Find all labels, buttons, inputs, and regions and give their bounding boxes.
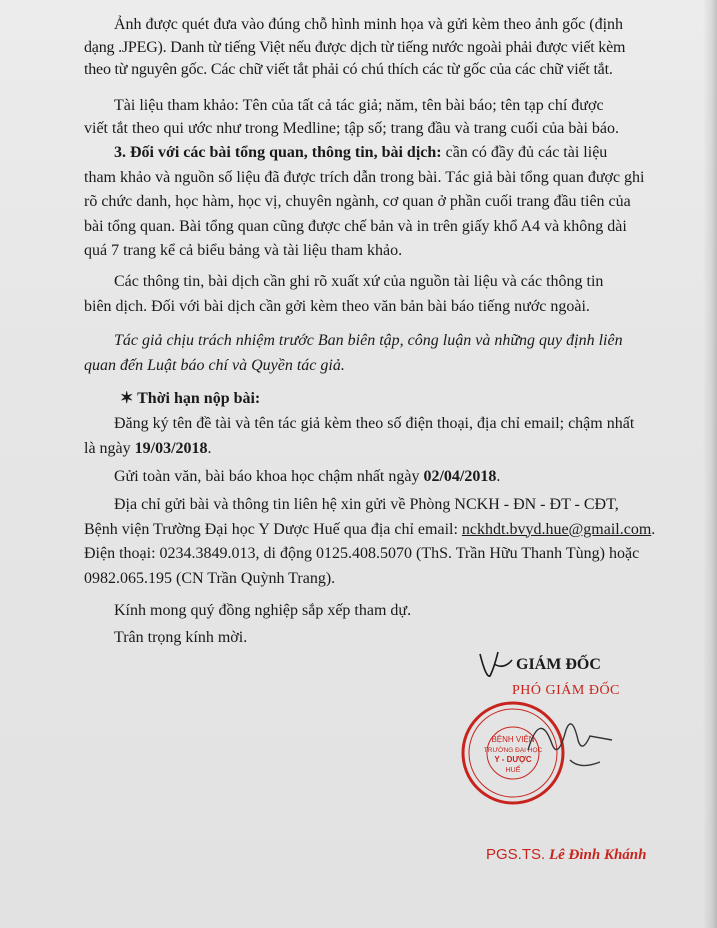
paragraph-images [84,14,684,82]
text-line [84,466,684,489]
stamp-top-text: BỆNH VIỆN [491,735,535,744]
text-span: . [651,520,656,538]
text-line: theo từ nguyên gốc. Các chữ viết tắt phải có chú thích các từ gốc của các chữ viết tắt. [84,61,613,79]
vice-director-title: PHÓ GIÁM ĐỐC [512,683,620,698]
text-span: là ngày [84,439,135,457]
initial-mark [476,648,516,682]
text-line: Tác giả chịu trách nhiệm trước Ban biên tập, công luận và những quy định liên [114,332,623,349]
paragraph-register [84,413,684,460]
signer-prefix: PGS.TS. [486,846,546,863]
text-span: . [496,468,501,485]
text-line: quan đến Luật báo chí và Quyền tác giả. [84,356,345,374]
stamp-center-text: Y - DƯỢC [494,755,532,764]
text-line: 0982.065.195 (CN Trần Quỳnh Trang). [84,569,336,587]
stamp-mid-text: TRƯỜNG ĐẠI HỌC [483,747,543,754]
section-3-heading: 3. Đối với các bài tổng quan, thông tin, bài dịch: [114,144,442,161]
text-line: bài tổng quan. Bài tổng quan cũng được chế bản và in trên giấy khổ A4 và không dài [84,217,627,235]
text-span: Gửi toàn văn, bài báo khoa học chậm nhất ngày [114,468,424,485]
signer-fullname: Lê Đình Khánh [548,847,647,863]
paragraph-submit [84,466,684,489]
text-line: Các thông tin, bài dịch cần ghi rõ xuất xứ của nguồn tài liệu và các thông tin [114,273,604,290]
register-deadline-date: 19/03/2018 [134,439,208,457]
paragraph-translation [84,271,684,318]
email-link[interactable]: nckhdt.bvyd.hue@gmail.com [461,520,652,538]
text-span: Bệnh viện Trường Đại học Y Dược Huế qua địa chỉ email: [84,520,462,538]
text-line: Kính mong quý đồng nghiệp sắp xếp tham dự. [114,602,412,619]
submit-deadline-date: 02/04/2018 [423,468,497,485]
text-span: . [207,439,212,457]
text-line: Tài liệu tham khảo: Tên của tất cả tác giả; năm, tên bài báo; tên tạp chí được [114,97,604,114]
section-3 [84,142,684,263]
paragraph-responsibility [84,330,684,377]
deadline-heading: ✶ Thời hạn nộp bài: [120,390,261,407]
text-line: quá 7 trang kể cả biểu bảng và tài liệu tham khảo. [84,242,403,260]
director-title: GIÁM ĐỐC [516,656,601,673]
paragraph-references [84,95,684,140]
text-line: dạng .JPEG). Danh từ tiếng Việt nếu được dịch từ tiếng nước ngoài phải được viết kèm [84,38,626,56]
page-shadow-edge [703,0,717,928]
text-line: viết tắt theo qui ước như trong Medline; tập số; trang đầu và trang cuối của bài báo. [84,119,619,137]
text-line: tham khảo và nguồn số liệu đã được trích dẫn trong bài. Tác giả bài tổng quan được ghi [84,168,645,186]
text-line: Địa chỉ gửi bài và thông tin liên hệ xin gửi về Phòng NCKH - ĐN - ĐT - CĐT, [114,496,619,513]
text-line: Điện thoại: 0234.3849.013, di động 0125.408.5070 (ThS. Trần Hữu Thanh Tùng) hoặc [84,545,640,563]
text-line [84,142,684,165]
text-line [84,519,684,542]
handwritten-signature [520,700,620,780]
text-line [84,438,684,461]
text-line: biên dịch. Đối với bài dịch cần gởi kèm theo văn bản bài báo tiếng nước ngoài. [84,297,590,315]
text-line: Ảnh được quét đưa vào đúng chỗ hình minh họa và gửi kèm theo ảnh gốc (định [114,16,624,33]
text-line: Trân trọng kính mời. [114,628,248,646]
stamp-bottom-text: HUẾ [505,767,521,774]
signer-name [486,846,646,864]
paragraph-contact [84,494,684,590]
text-line: Đăng ký tên đề tài và tên tác giả kèm theo số điện thoại, địa chỉ email; chậm nhất [114,415,635,432]
text-span: cần có đầy đủ các tài liệu [441,144,608,161]
paragraph-closing [84,600,684,649]
text-line: rõ chức danh, học hàm, học vị, chuyên ngành, cơ quan ở phần cuối trang đầu tiên của [84,193,631,211]
